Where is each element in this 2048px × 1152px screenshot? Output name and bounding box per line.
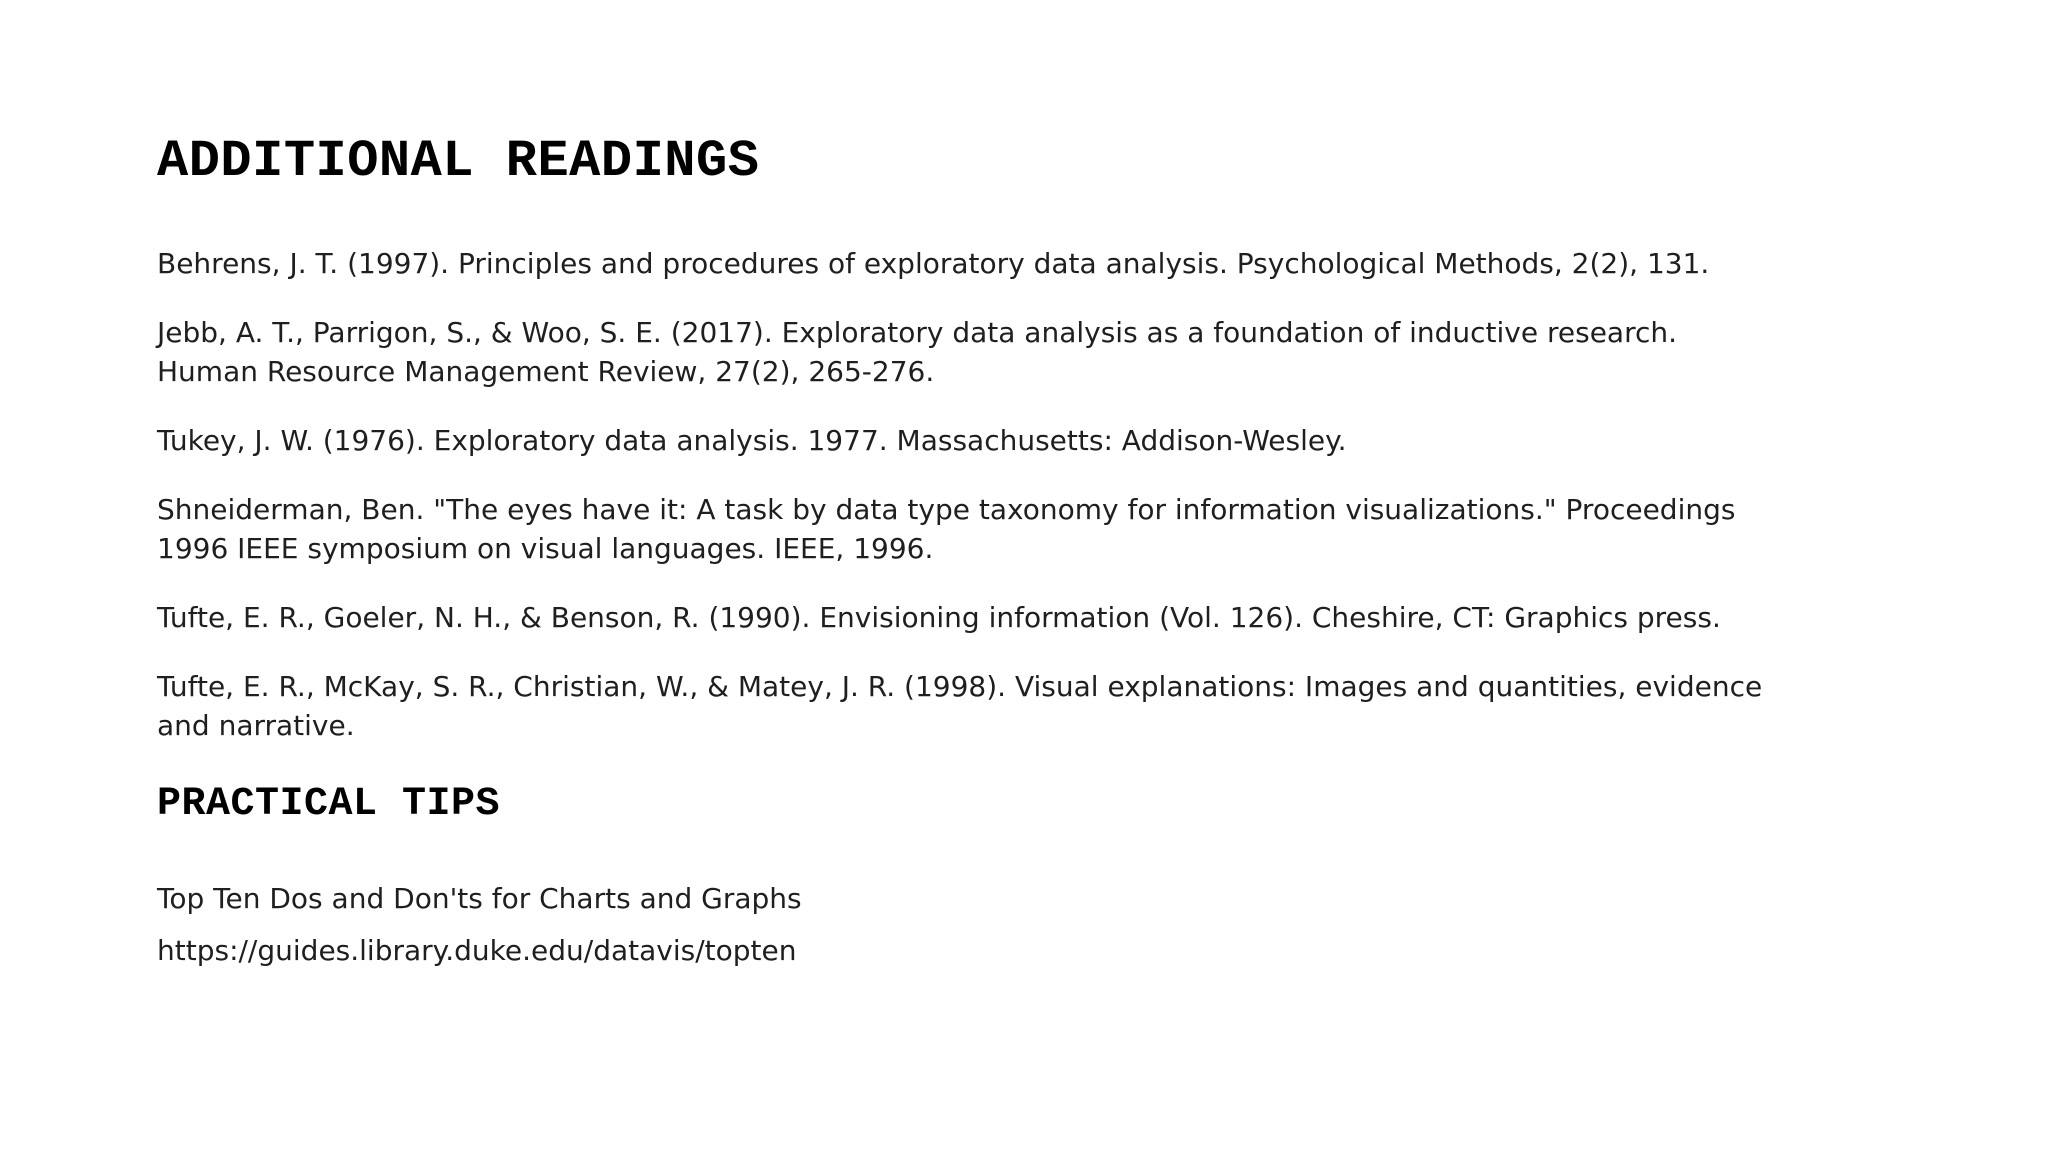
tips-block [157,879,1857,970]
practical-tips-heading: PRACTICAL TIPS [157,782,501,827]
reference-list [157,244,1777,745]
tip-title: Top Ten Dos and Don'ts for Charts and Graphs [157,882,802,915]
reference-item: Tukey, J. W. (1976). Exploratory data analysis. 1977. Massachusetts: Addison-Wesley. [157,424,1347,457]
tip-url-link[interactable]: https://guides.library.duke.edu/datavis/topten [157,934,797,967]
slide-content [157,132,1857,983]
additional-readings-heading: ADDITIONAL READINGS [157,132,760,191]
reference-item: Tufte, E. R., McKay, S. R., Christian, W., & Matey, J. R. (1998). Visual explanations: Images and quantities, evidence and narrative. [157,670,1763,742]
reference-item: Behrens, J. T. (1997). Principles and procedures of exploratory data analysis. Psychological Methods, 2(2), 131. [157,247,1710,280]
reference-item: Jebb, A. T., Parrigon, S., & Woo, S. E. (2017). Exploratory data analysis as a foundation of inductive research. Human Resource Management Review, 27(2), 265-276. [157,316,1678,388]
practical-tips-section [157,782,1857,970]
reference-item: Shneiderman, Ben. "The eyes have it: A task by data type taxonomy for information visualizations." Proceedings 1996 IEEE symposium on visual languages. IEEE, 1996. [157,493,1736,565]
reference-item: Tufte, E. R., Goeler, N. H., & Benson, R. (1990). Envisioning information (Vol. 126). Cheshire, CT: Graphics press. [157,601,1721,634]
